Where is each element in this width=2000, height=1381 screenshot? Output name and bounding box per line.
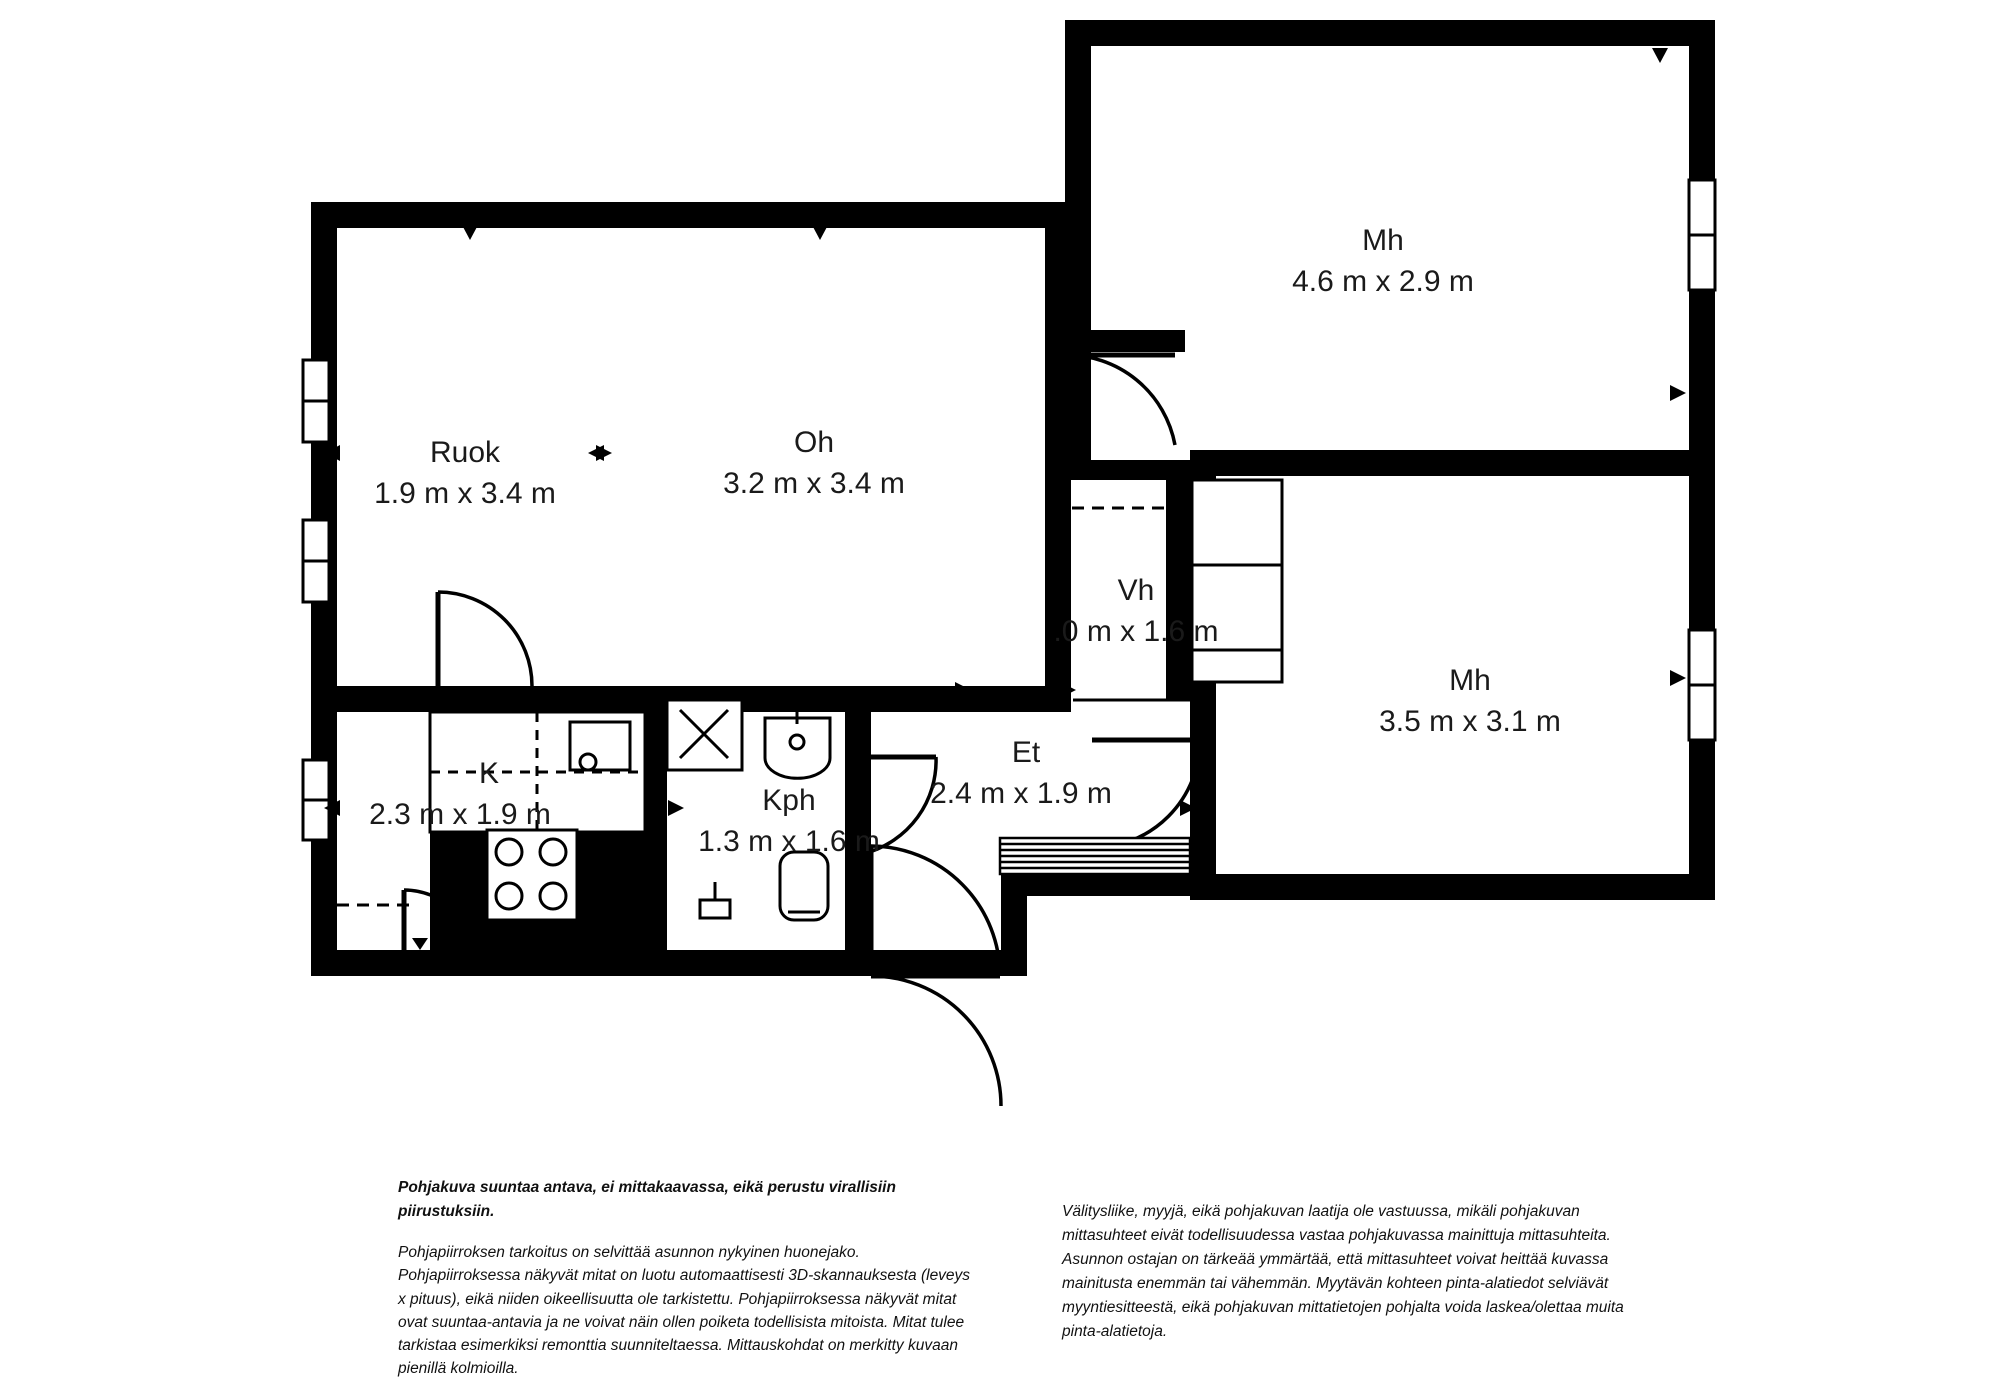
disclaimer-left (398, 1176, 978, 1381)
disclaimer-heading: Pohjakuva suuntaa antava, ei mittakaavassa, eikä perustu virallisiin piirustuksiin. (398, 1179, 896, 1220)
disclaimer-right-body: Välitysliike, myyjä, eikä pohjakuvan laatija ole vastuussa, mikäli pohjakuvan mittasuhteet eivät todellisuudessa vastaa pohjakuvassa mainittuja mittasuhteita. Asunnon ostajan on tärkeää ymmärtää, että mittasuhteet voivat heittää kuvassa mainitusta enemmän tai vähemmän. Myytävän kohteen pinta-alatiedot selviävät myyntiesitteestä, eikä pohjakuvan mittatietojen pohjalta voida laskea/olettaa muita pinta-alatietoja. (1062, 1203, 1624, 1340)
room-label-oh-name: Oh (793, 426, 835, 459)
room-label-ruok-dims: 1.9 m x 3.4 m (374, 477, 556, 510)
room-label-et-name: Et (1011, 736, 1041, 769)
room-label-kph-name: Kph (762, 784, 816, 817)
disclaimer-left-body: Pohjapiirroksen tarkoitus on selvittää asunnon nykyinen huonejako. Pohjapiirroksessa näkyvät mitat on luotu automaattisesti 3D-skannauksesta (leveys x pituus), eikä niiden oikeellisuutta ole tarkistettu. Pohjapiirroksessa näkyvät mitat ovat suuntaa-antavia ja ne voivat näin ollen poiketa todellisista mitoista. Mitat tulee tarkistaa esimerkiksi remonttia suunniteltaessa. Mittauskohdat on merkitty kuvaan pienillä kolmioilla. (398, 1244, 971, 1378)
room-label-oh-dims: 3.2 m x 3.4 m (723, 467, 905, 500)
room-label-et-dims: 2.4 m x 1.9 m (930, 777, 1112, 810)
room-label-vh-name: Vh (1117, 574, 1155, 607)
room-label-mh-lower-dims: 3.5 m x 3.1 m (1379, 705, 1561, 738)
disclaimer-right (1062, 1200, 1632, 1344)
room-label-k-name: K (478, 757, 500, 790)
room-label-ruok-name: Ruok (429, 436, 501, 469)
room-label-mh-upper-dims: 4.6 m x 2.9 m (1292, 265, 1474, 298)
room-label-k-dims: 2.3 m x 1.9 m (369, 798, 551, 831)
room-label-kph-dims: 1.3 m x 1.6 m (698, 825, 880, 858)
room-label-mh-lower-name: Mh (1449, 664, 1491, 697)
room-label-vh-dims: .0 m x 1.6 m (1053, 615, 1219, 648)
room-label-mh-upper-name: Mh (1362, 224, 1404, 257)
